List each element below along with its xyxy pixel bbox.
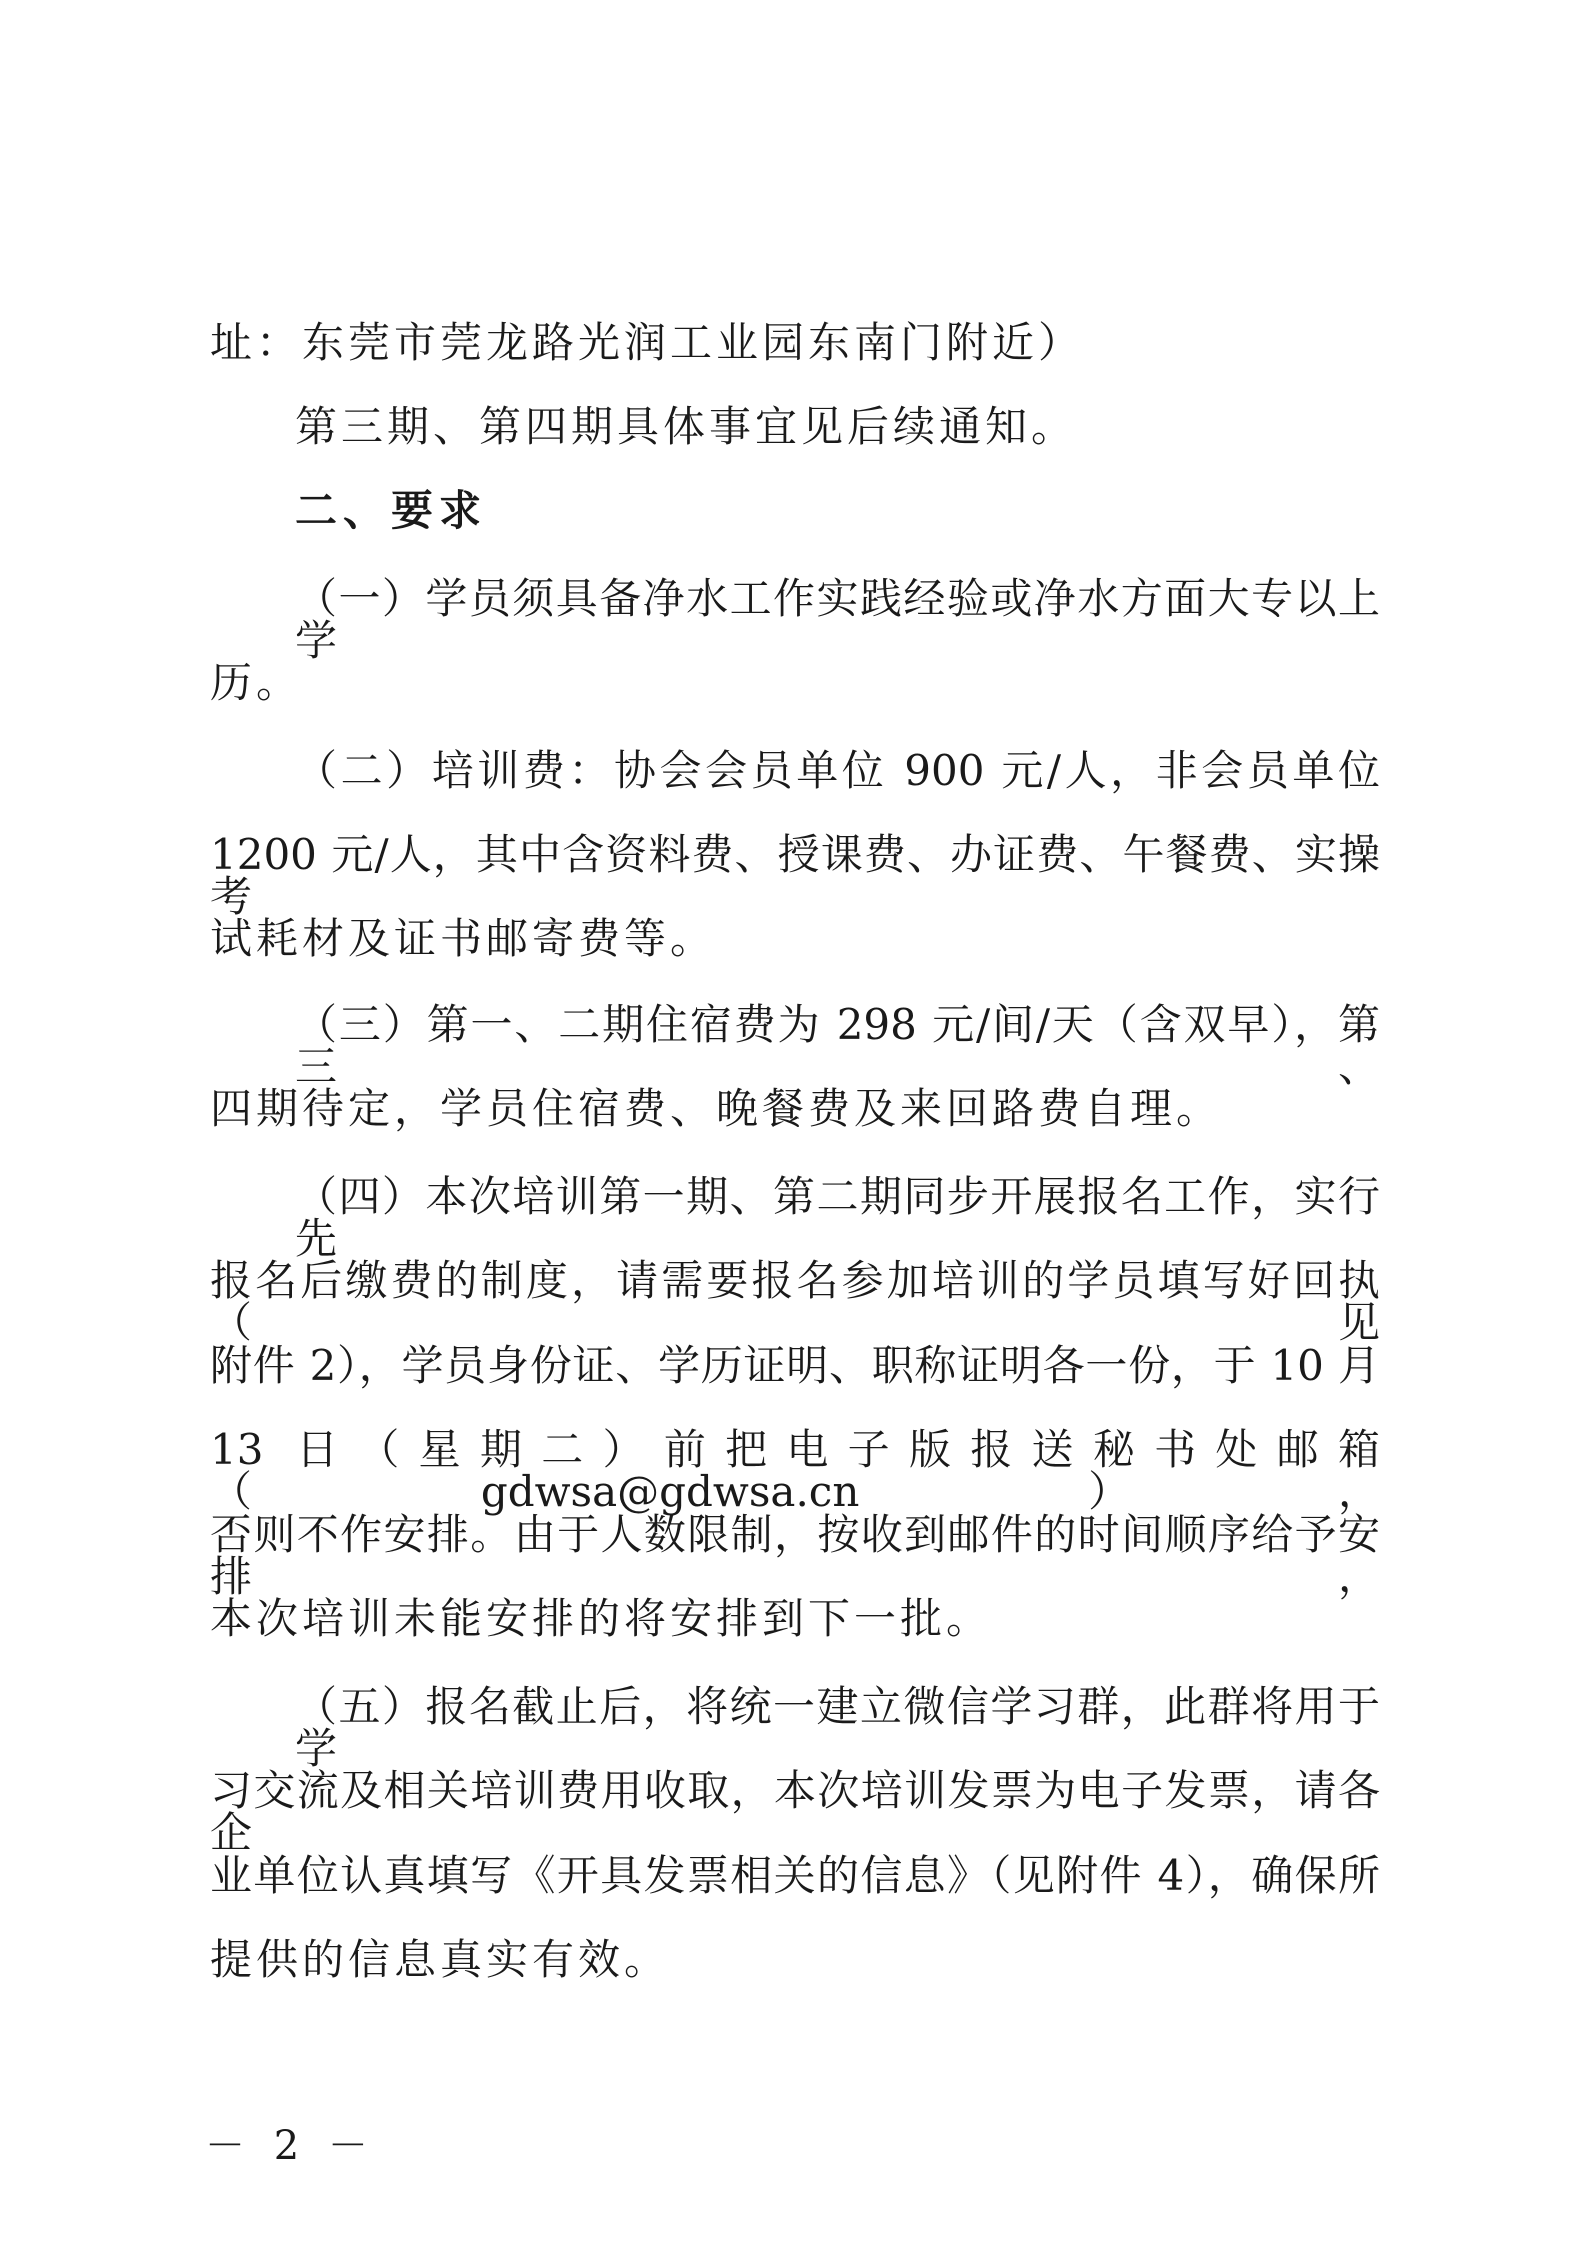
requirement-4-line-3: 附件 2），学员身份证、学历证明、职称证明各一份，于 10 月 [210,1341,1380,1390]
requirement-2-line-3: 试耗材及证书邮寄费等。 [210,914,717,963]
requirement-4-line-5: 否则不作安排。由于人数限制，按收到邮件的时间顺序给予安排， [210,1510,1380,1601]
requirement-3-line-1: （三）第一、二期住宿费为 298 元/间/天（含双早），第三、 [295,1000,1380,1091]
notice-line: 第三期、第四期具体事宜见后续通知。 [295,402,1078,451]
requirement-4-line-4: 13 日（星期二）前把电子版报送秘书处邮箱（gdwsa@gdwsa.cn）， [210,1425,1380,1516]
requirement-2-line-1: （二）培训费：协会会员单位 900 元/人，非会员单位 [295,746,1380,795]
requirement-4-line-2: 报名后缴费的制度，请需要报名参加培训的学员填写好回执（见 [210,1256,1380,1347]
requirement-4-line-6: 本次培训未能安排的将安排到下一批。 [210,1594,993,1643]
requirement-5-line-1: （五）报名截止后，将统一建立微信学习群，此群将用于学 [295,1682,1380,1773]
requirement-5-line-3: 业单位认真填写《开具发票相关的信息》（见附件 4），确保所 [210,1851,1380,1900]
requirement-1-line-2: 历。 [210,658,303,707]
requirement-2-line-2: 1200 元/人，其中含资料费、授课费、办证费、午餐费、实操考 [210,830,1380,921]
address-line: 址：东莞市莞龙路光润工业园东南门附近） [210,318,1085,367]
requirement-4-line-1: （四）本次培训第一期、第二期同步开展报名工作，实行先 [295,1172,1380,1263]
requirement-1-line-1: （一）学员须具备净水工作实践经验或净水方面大专以上学 [295,574,1380,665]
section-heading: 二、要求 [295,486,488,535]
requirement-3-line-2: 四期待定，学员住宿费、晚餐费及来回路费自理。 [210,1084,1223,1133]
requirement-5-line-4: 提供的信息真实有效。 [210,1935,671,1984]
requirement-5-line-2: 习交流及相关培训费用收取，本次培训发票为电子发票，请各企 [210,1766,1380,1857]
page-number: － 2 － [205,2123,376,2169]
